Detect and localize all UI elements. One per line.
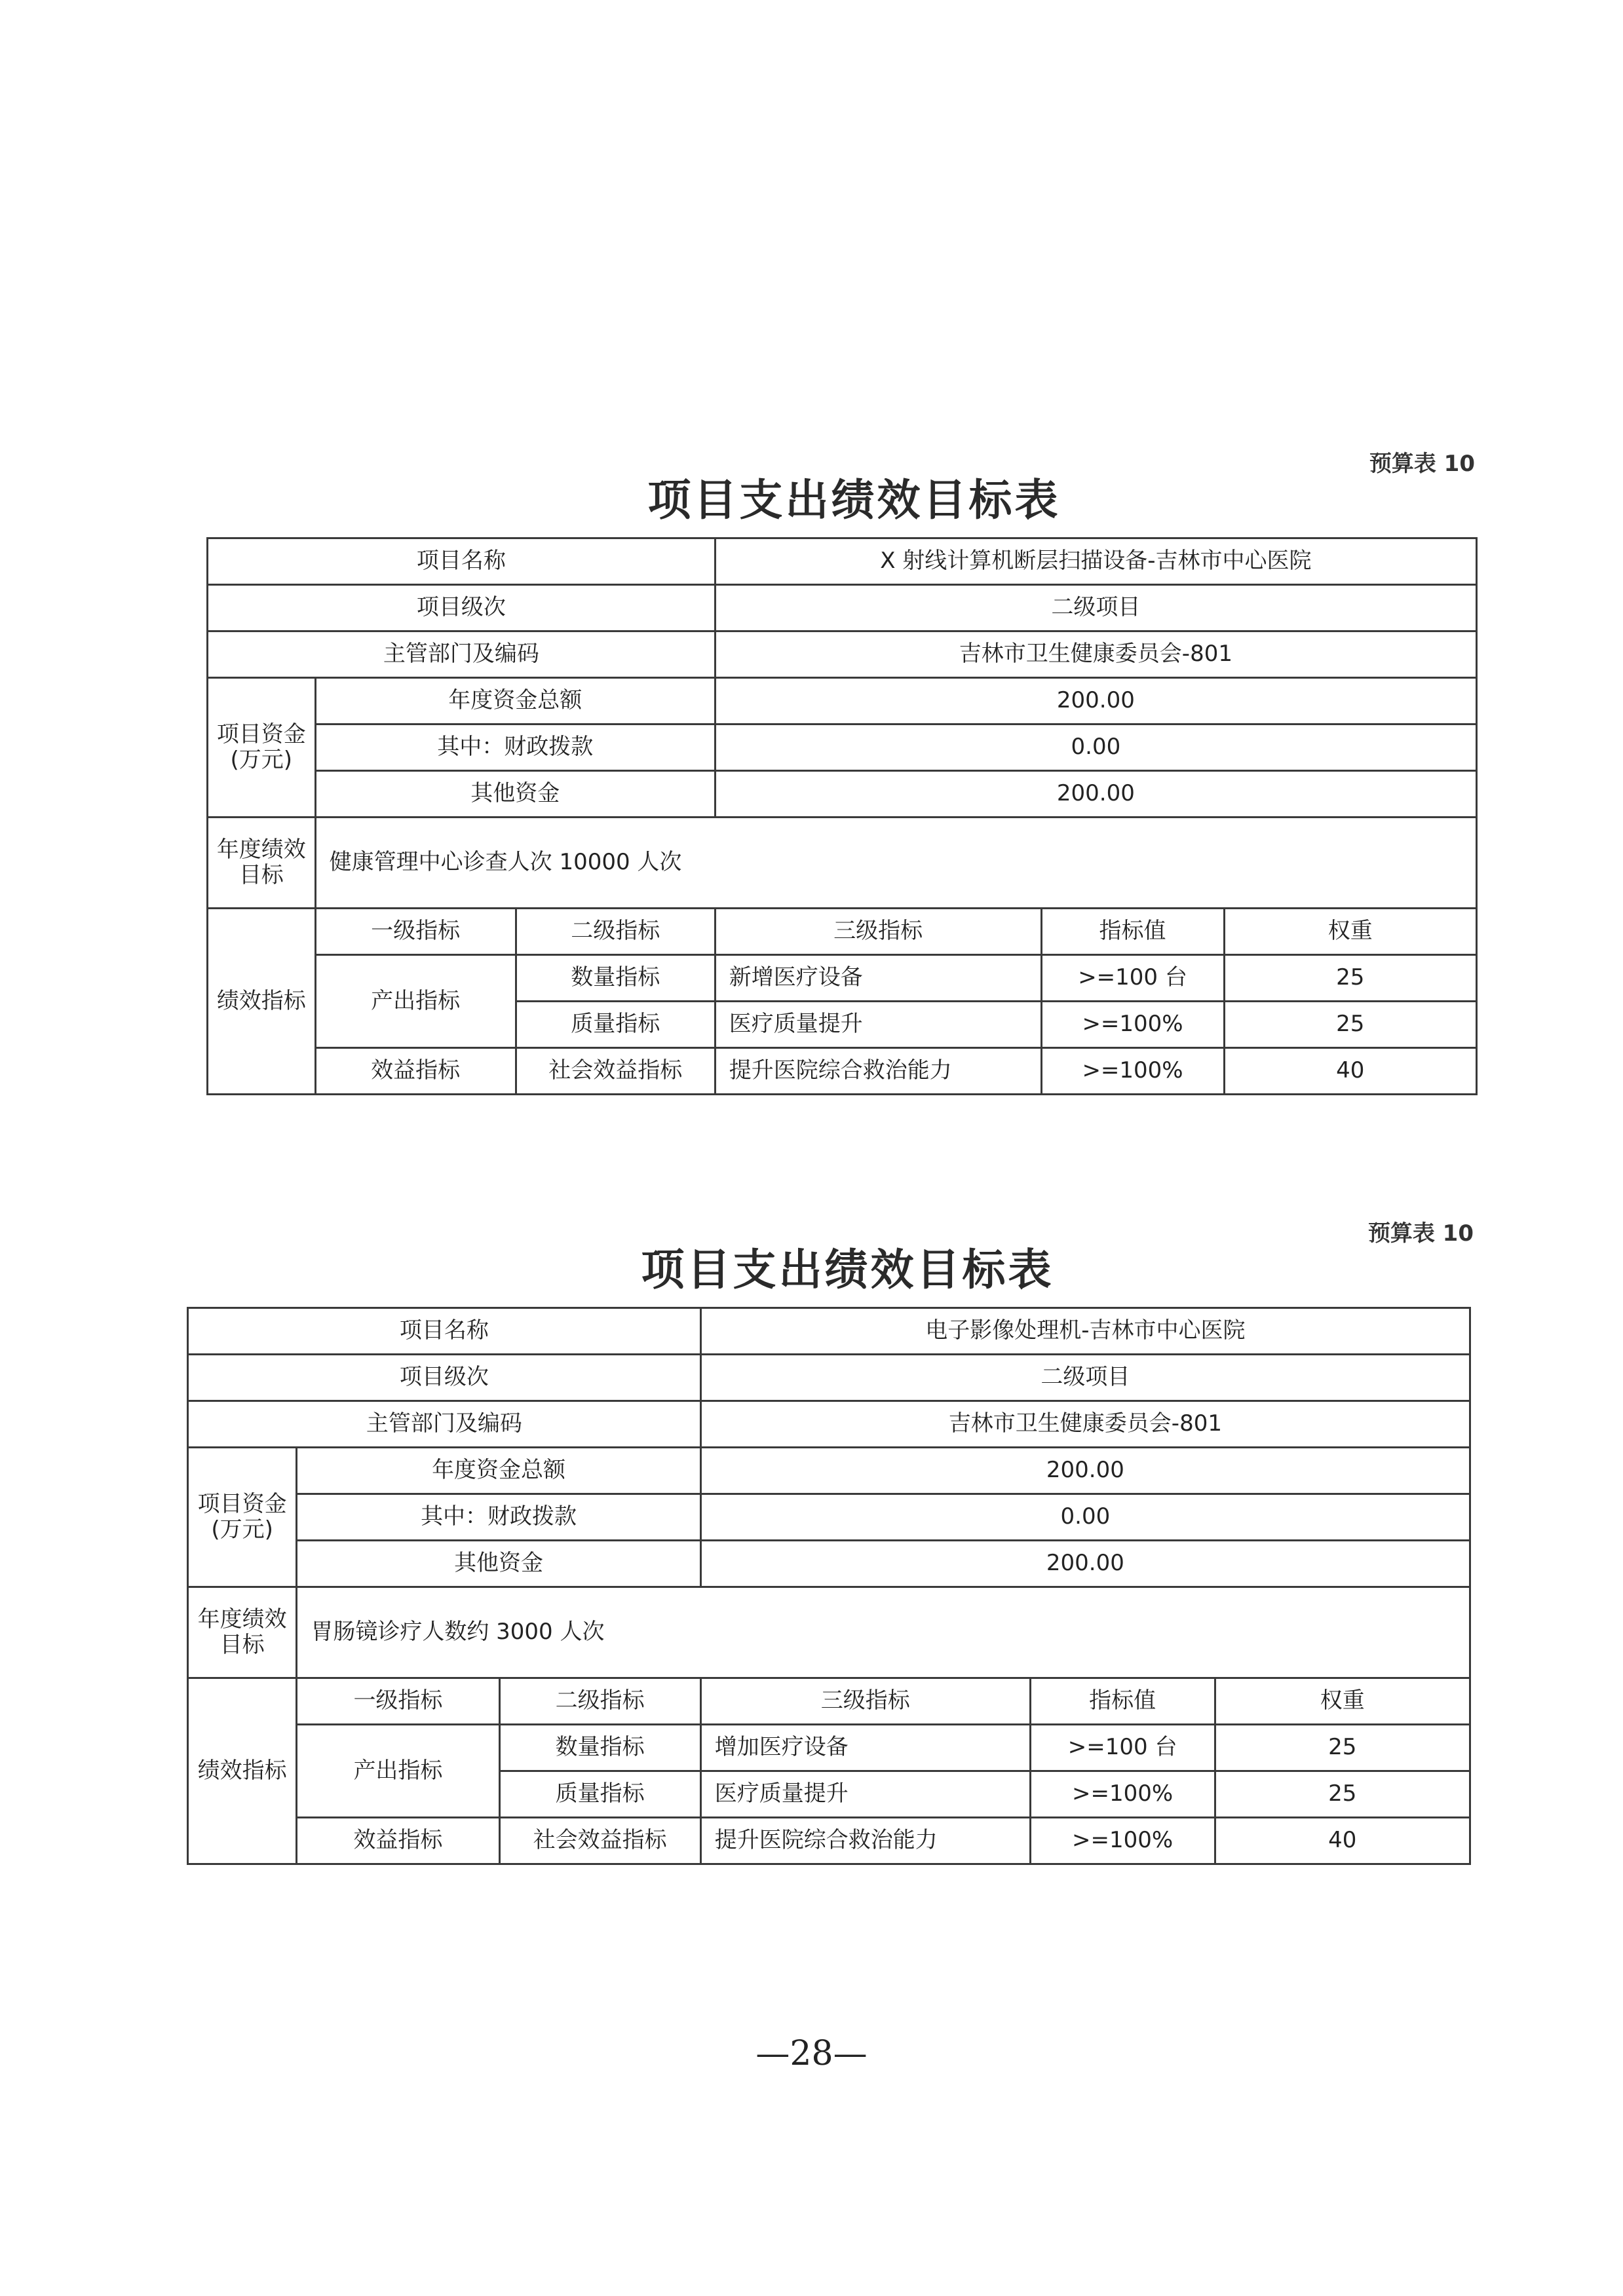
annual-total-value: 200.00 bbox=[700, 1448, 1470, 1494]
weight-cell: 40 bbox=[1215, 1818, 1470, 1864]
annual-total-value: 200.00 bbox=[715, 678, 1476, 725]
level3-cell: 医疗质量提升 bbox=[715, 1002, 1041, 1048]
level3-cell: 增加医疗设备 bbox=[700, 1725, 1030, 1771]
header-value: 指标值 bbox=[1041, 909, 1224, 955]
project-level-value: 二级项目 bbox=[715, 585, 1476, 631]
weight-cell: 25 bbox=[1215, 1771, 1470, 1818]
weight-cell: 25 bbox=[1215, 1725, 1470, 1771]
fiscal-value: 0.00 bbox=[700, 1494, 1470, 1541]
table-row bbox=[208, 1048, 1477, 1095]
value-cell: >=100% bbox=[1030, 1818, 1215, 1864]
performance-target-table bbox=[187, 1307, 1471, 1865]
table-row bbox=[188, 1818, 1470, 1864]
level2-cell: 质量指标 bbox=[516, 1002, 715, 1048]
annual-goal-label: 年度绩效 目标 bbox=[188, 1587, 297, 1678]
table-title: 项目支出绩效目标表 bbox=[647, 475, 1061, 525]
other-funds-value: 200.00 bbox=[700, 1541, 1470, 1587]
level3-cell: 提升医院综合救治能力 bbox=[700, 1818, 1030, 1864]
indicators-label: 绩效指标 bbox=[208, 909, 316, 1095]
weight-cell: 40 bbox=[1224, 1048, 1477, 1095]
funds-label: 项目资金 (万元) bbox=[188, 1448, 297, 1587]
project-name-value: X 射线计算机断层扫描设备-吉林市中心医院 bbox=[715, 538, 1476, 585]
dept-value: 吉林市卫生健康委员会-801 bbox=[715, 631, 1476, 678]
output-indicator-label: 产出指标 bbox=[297, 1725, 499, 1818]
fiscal-label: 其中：财政拨款 bbox=[297, 1494, 700, 1541]
header-weight: 权重 bbox=[1215, 1678, 1470, 1725]
level2-cell: 社会效益指标 bbox=[499, 1818, 700, 1864]
weight-cell: 25 bbox=[1224, 955, 1477, 1002]
indicators-label: 绩效指标 bbox=[188, 1678, 297, 1864]
other-funds-value: 200.00 bbox=[715, 771, 1476, 818]
header-level1: 一级指标 bbox=[315, 909, 516, 955]
form-code: 预算表 10 bbox=[1369, 451, 1475, 477]
value-cell: >=100% bbox=[1030, 1771, 1215, 1818]
header-weight: 权重 bbox=[1224, 909, 1477, 955]
other-funds-label: 其他资金 bbox=[315, 771, 715, 818]
annual-total-label: 年度资金总额 bbox=[315, 678, 715, 725]
page-number: —28— bbox=[755, 2034, 868, 2073]
dept-label: 主管部门及编码 bbox=[208, 631, 716, 678]
level2-cell: 质量指标 bbox=[499, 1771, 700, 1818]
level3-cell: 新增医疗设备 bbox=[715, 955, 1041, 1002]
project-level-label: 项目级次 bbox=[188, 1355, 701, 1401]
level1-cell: 效益指标 bbox=[315, 1048, 516, 1095]
header-level3: 三级指标 bbox=[715, 909, 1041, 955]
level3-cell: 医疗质量提升 bbox=[700, 1771, 1030, 1818]
level2-cell: 数量指标 bbox=[499, 1725, 700, 1771]
table-title: 项目支出绩效目标表 bbox=[641, 1245, 1054, 1295]
level2-cell: 数量指标 bbox=[516, 955, 715, 1002]
project-level-value: 二级项目 bbox=[700, 1355, 1470, 1401]
project-name-label: 项目名称 bbox=[188, 1308, 701, 1355]
dept-value: 吉林市卫生健康委员会-801 bbox=[700, 1401, 1470, 1448]
annual-goal-label: 年度绩效 目标 bbox=[208, 818, 316, 909]
weight-cell: 25 bbox=[1224, 1002, 1477, 1048]
other-funds-label: 其他资金 bbox=[297, 1541, 700, 1587]
level2-cell: 社会效益指标 bbox=[516, 1048, 715, 1095]
header-level1: 一级指标 bbox=[297, 1678, 499, 1725]
value-cell: >=100 台 bbox=[1041, 955, 1224, 1002]
project-name-value: 电子影像处理机-吉林市中心医院 bbox=[700, 1308, 1470, 1355]
header-level3: 三级指标 bbox=[700, 1678, 1030, 1725]
form-code: 预算表 10 bbox=[1367, 1220, 1474, 1247]
level1-cell: 效益指标 bbox=[297, 1818, 499, 1864]
annual-goal-value: 胃肠镜诊疗人数约 3000 人次 bbox=[297, 1587, 1470, 1678]
project-level-label: 项目级次 bbox=[208, 585, 716, 631]
header-value: 指标值 bbox=[1030, 1678, 1215, 1725]
performance-target-table bbox=[206, 537, 1478, 1095]
value-cell: >=100% bbox=[1041, 1048, 1224, 1095]
header-level2: 二级指标 bbox=[516, 909, 715, 955]
annual-goal-value: 健康管理中心诊查人次 10000 人次 bbox=[315, 818, 1476, 909]
fiscal-label: 其中：财政拨款 bbox=[315, 725, 715, 771]
value-cell: >=100% bbox=[1041, 1002, 1224, 1048]
level3-cell: 提升医院综合救治能力 bbox=[715, 1048, 1041, 1095]
table-row bbox=[188, 1725, 1470, 1771]
project-name-label: 项目名称 bbox=[208, 538, 716, 585]
output-indicator-label: 产出指标 bbox=[315, 955, 516, 1048]
table-row bbox=[208, 955, 1477, 1002]
dept-label: 主管部门及编码 bbox=[188, 1401, 701, 1448]
fiscal-value: 0.00 bbox=[715, 725, 1476, 771]
annual-total-label: 年度资金总额 bbox=[297, 1448, 700, 1494]
header-level2: 二级指标 bbox=[499, 1678, 700, 1725]
value-cell: >=100 台 bbox=[1030, 1725, 1215, 1771]
funds-label: 项目资金 (万元) bbox=[208, 678, 316, 818]
